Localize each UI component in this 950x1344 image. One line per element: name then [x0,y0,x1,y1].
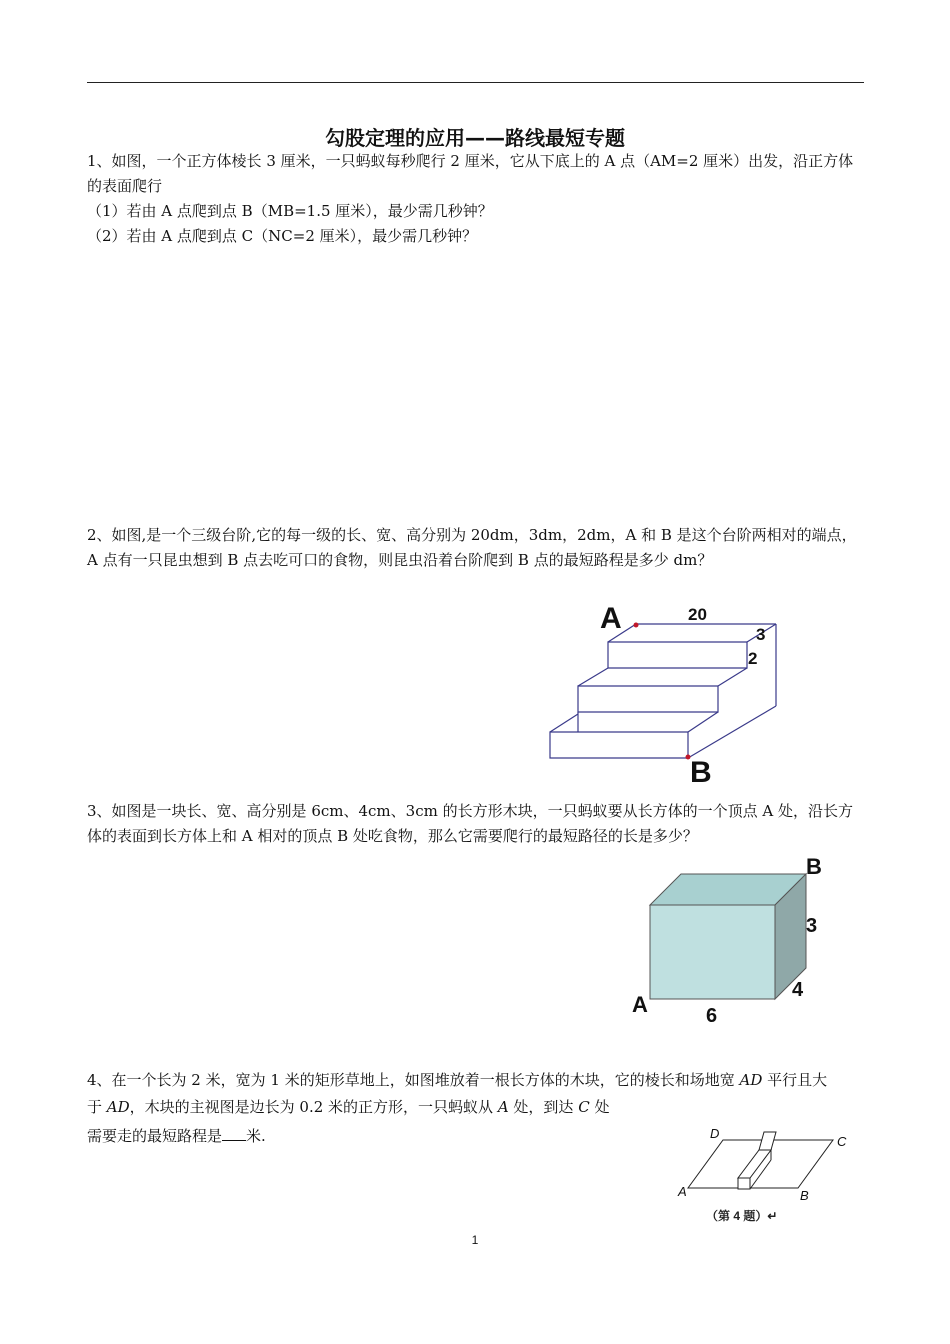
label-b: B [806,854,822,879]
label-a: A [632,992,648,1017]
label-d: D [710,1126,720,1141]
step-2-front [578,686,718,712]
figure-caption: （第 4 题）↵ [706,1209,778,1223]
q2-line2: A 点有一只昆虫想到 B 点去吃可口的食物，则昆虫沿着台阶爬到 B 点的最短路程是多少 dm？ [87,551,713,569]
page-number: 1 [471,1233,479,1247]
staircase-figure [540,590,820,790]
point-a-dot [634,623,639,628]
block-front [738,1178,750,1189]
label-c: C [837,1134,847,1149]
q4-line3: 需要走的最短路程是 米. [87,1127,266,1145]
label-a: A [678,1184,687,1199]
cuboid-figure [620,850,840,1030]
step-1-front [550,732,688,758]
step-3-front [608,642,747,668]
q2-line1: 2、如图,是一个三级台阶,它的每一级的长、宽、高分别为 20dm，3dm，2dm，A 和 B 是这个台阶两相对的端点， [87,526,857,544]
label-b: B [800,1188,809,1203]
page-title: 勾股定理的应用——路线最短专题 [325,126,625,150]
base-diagonal-edge [688,706,776,758]
header-rule [87,82,864,83]
q1-line2: 的表面爬行 [87,177,163,195]
q4-line2: 于 AD，木块的主视图是边长为 0.2 米的正方形，一只蚂蚁从 A 处，到达 C 处 [87,1098,610,1116]
lawn-figure [668,1122,868,1232]
q3-line1: 3、如图是一块长、宽、高分别是 6cm、4cm、3cm 的长方形木块，一只蚂蚁要从长方体的一个顶点 A 处，沿长方 [87,802,853,820]
label-b: B [690,756,712,789]
cuboid-front-face [650,905,775,999]
width-label: 3 [756,625,766,644]
height-label: 3 [806,915,818,937]
width-label: 4 [792,979,804,1001]
length-label: 6 [706,1005,718,1027]
q4-line1: 4、在一个长为 2 米，宽为 1 米的矩形草地上，如图堆放着一根长方体的木块，它的棱长和场地宽 AD 平行且大 [87,1071,828,1089]
block-end [759,1132,776,1150]
label-a: A [600,602,622,635]
q1-sub1: （1）若由 A 点爬到点 B（MB=1.5 厘米），最少需几秒钟？ [87,202,493,220]
length-label: 20 [688,605,707,624]
q1-line1: 1、如图，一个正方体棱长 3 厘米，一只蚂蚁每秒爬行 2 厘米，它从下底上的 A 点（AM=2 厘米）出发，沿正方体 [87,152,854,170]
block-top [738,1150,771,1178]
height-label: 2 [748,649,758,668]
q1-sub2: （2）若由 A 点爬到点 C（NC=2 厘米），最少需几秒钟？ [87,227,478,245]
q3-line2: 体的表面到长方体上和 A 相对的顶点 B 处吃食物，那么它需要爬行的最短路径的长是多少？ [87,827,698,845]
answer-blank [222,1126,246,1141]
